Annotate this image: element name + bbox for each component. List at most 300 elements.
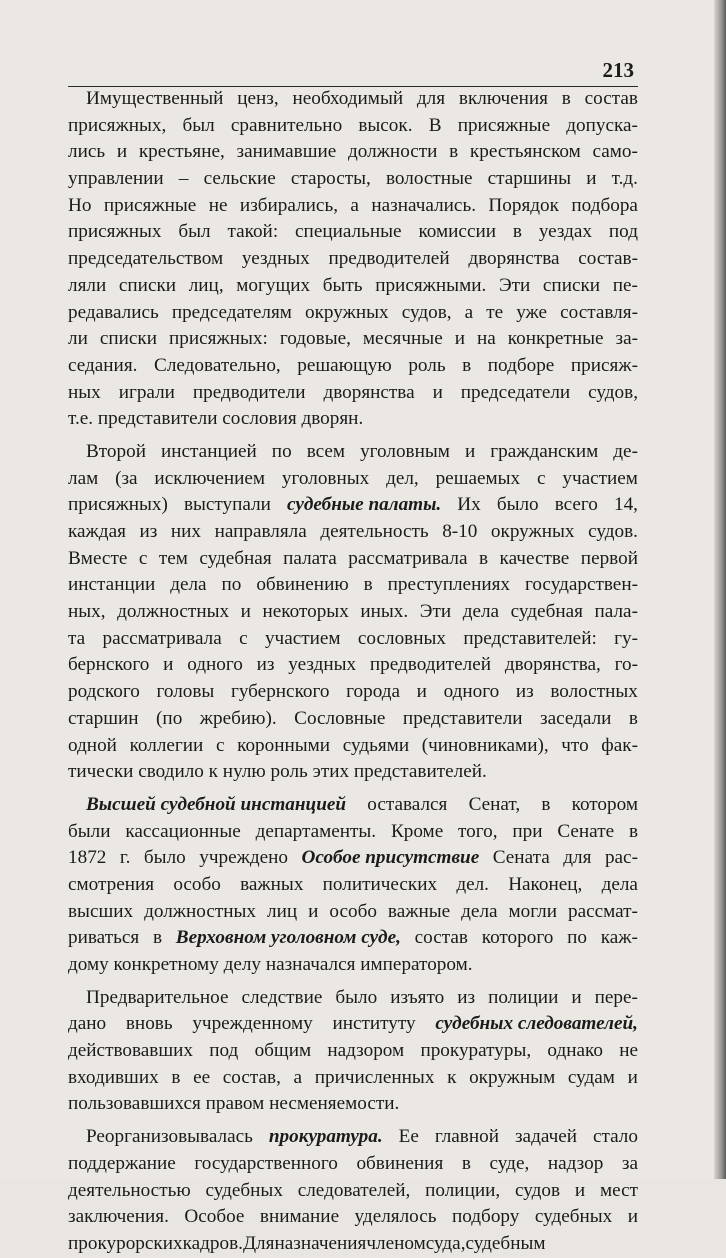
word: дел. <box>456 873 489 895</box>
word: судебная <box>199 547 272 569</box>
word: лись <box>68 141 106 163</box>
word: 8-10 <box>442 521 478 542</box>
word: города <box>346 681 401 703</box>
text-line <box>68 492 638 519</box>
text-line <box>68 759 638 786</box>
word: полиции <box>488 986 559 1008</box>
text-line <box>68 1204 638 1231</box>
word: волостные <box>385 168 473 190</box>
word: с <box>215 734 225 756</box>
word: седания. <box>68 354 138 376</box>
word: Особое <box>184 1206 245 1228</box>
word: состав <box>414 927 468 949</box>
word: крестьянском <box>469 141 581 163</box>
word: департаменты. <box>255 820 377 842</box>
word: и <box>163 654 174 676</box>
word: Сенат, <box>468 793 521 815</box>
word: комиссии <box>418 221 496 243</box>
text-line <box>68 679 638 706</box>
word: и <box>240 601 251 623</box>
word: особо <box>173 873 221 895</box>
word: которого <box>481 927 554 949</box>
word: с <box>239 627 248 649</box>
word: пе- <box>612 274 638 296</box>
body-text <box>68 86 638 1258</box>
word: включения <box>458 88 548 109</box>
word: вновь <box>125 1013 173 1035</box>
text-line <box>68 273 638 300</box>
word: Сената <box>492 847 550 869</box>
word: сословных <box>357 627 446 649</box>
word: быть <box>322 274 363 296</box>
word: по <box>221 574 242 596</box>
word: для <box>416 88 446 109</box>
word: присяж- <box>570 354 638 376</box>
word: Кроме <box>390 820 444 842</box>
word: было <box>496 494 539 516</box>
word: в <box>461 1152 471 1174</box>
word: тем <box>158 547 188 569</box>
word: специальные <box>295 221 402 243</box>
word: и <box>571 986 582 1008</box>
word: 14, <box>613 494 638 516</box>
word: избирались, <box>239 194 338 216</box>
word: на <box>477 328 496 350</box>
word: допуска- <box>566 114 638 136</box>
word: и <box>574 1179 586 1201</box>
word: решаемых <box>435 467 521 489</box>
word: назначались. <box>371 194 476 216</box>
word: Реорганизовывалась <box>86 1126 253 1148</box>
text-line <box>68 706 638 733</box>
word: де- <box>613 440 638 462</box>
word: под <box>608 221 638 243</box>
word: высок. <box>358 114 413 136</box>
word: дому конкретному делу назначался императором. <box>68 954 473 975</box>
emphasized-term: судебных следователей, <box>435 1013 638 1035</box>
word: состав <box>584 88 638 109</box>
word: государствен- <box>524 574 638 596</box>
word: представителей: <box>463 627 597 649</box>
text-line <box>68 519 638 546</box>
word: а <box>350 194 359 216</box>
word: в <box>449 141 459 163</box>
word: окружных <box>490 521 575 542</box>
word: В <box>428 114 442 136</box>
paragraph <box>68 86 638 433</box>
text-line <box>68 439 638 466</box>
word: 1872 <box>68 847 107 869</box>
word: суде, <box>489 1152 530 1174</box>
word: из <box>256 654 275 676</box>
word: назначения <box>274 1232 367 1254</box>
word: Но <box>68 194 92 216</box>
text-line <box>68 1038 638 1065</box>
word: суда, <box>425 1232 466 1254</box>
text-line <box>68 546 638 573</box>
word: Ее <box>398 1126 419 1148</box>
word: конкретные <box>507 328 604 350</box>
word: присяжных) <box>68 494 168 516</box>
word: дворянства <box>323 381 415 403</box>
word: к <box>447 1066 457 1088</box>
word: первой <box>580 547 638 569</box>
word: рассматривала <box>348 547 468 569</box>
word: дано <box>68 1013 107 1035</box>
word: и <box>416 681 427 703</box>
word: уголовным <box>360 440 450 462</box>
emphasized-term: Особое присутствие <box>301 847 480 869</box>
word: та <box>68 627 86 649</box>
word: лиц <box>267 900 298 922</box>
word: судебных <box>534 1206 613 1228</box>
word: Эти <box>498 274 531 296</box>
word: высших <box>68 900 134 922</box>
word: дела <box>462 601 500 623</box>
page-header <box>68 58 638 87</box>
word: Сенате <box>557 820 615 842</box>
word: родского <box>68 681 140 703</box>
word: необходимый <box>292 88 404 109</box>
word: подбору <box>451 1206 520 1228</box>
text-line <box>68 300 638 327</box>
word: рассмат- <box>568 900 638 922</box>
text-line <box>68 1178 638 1205</box>
word: судов, <box>588 381 638 403</box>
word: институту <box>332 1013 416 1035</box>
word: в <box>628 820 638 842</box>
word: важные <box>387 900 451 922</box>
text-line <box>68 792 638 819</box>
word: играли <box>118 381 175 403</box>
word: уездных <box>241 248 310 270</box>
text-line <box>68 599 638 626</box>
word: дела <box>461 900 498 922</box>
word: судебным <box>465 1232 546 1254</box>
word: редавались <box>68 301 159 323</box>
text-line <box>68 219 638 246</box>
word: не <box>619 1040 638 1062</box>
word: присяжных <box>68 221 162 243</box>
word: списки <box>118 274 177 296</box>
word: что <box>561 734 589 756</box>
word: само- <box>592 141 638 163</box>
word: г. <box>119 847 131 869</box>
word: было <box>335 986 378 1008</box>
word: в <box>363 574 373 596</box>
word: Вместе <box>68 547 128 569</box>
word: бернского <box>68 654 150 676</box>
word: котором <box>571 793 638 815</box>
word: судьями <box>342 734 410 756</box>
word: присяжных: <box>169 328 268 350</box>
word: решающую <box>297 354 392 376</box>
word: в <box>152 927 162 949</box>
text-line <box>68 1124 638 1151</box>
text-line <box>68 466 638 493</box>
word: некоторых <box>262 601 349 623</box>
word: а <box>293 1066 303 1088</box>
word: по <box>271 440 292 462</box>
word: уездах <box>538 221 593 243</box>
text-line <box>68 626 638 653</box>
word: главной <box>434 1126 499 1148</box>
word: изъято <box>390 986 445 1008</box>
text-line <box>68 193 638 220</box>
word: в <box>462 354 472 376</box>
word: списки <box>99 328 158 350</box>
word: инстанции <box>68 574 156 596</box>
word: за <box>621 1152 638 1174</box>
word: надзор <box>547 1152 604 1174</box>
word: дела <box>170 574 207 596</box>
word: должности <box>347 141 438 163</box>
word: и <box>308 900 319 922</box>
word: ее <box>193 1066 211 1088</box>
word: за- <box>615 328 638 350</box>
word: членом <box>366 1232 426 1254</box>
word: ли <box>68 328 88 350</box>
word: Имущественный <box>86 88 224 109</box>
word: для <box>563 847 592 869</box>
word: коронными <box>237 734 331 756</box>
word: состав, <box>222 1066 281 1088</box>
word: каждая <box>68 521 126 542</box>
word: с <box>536 467 546 489</box>
text-line <box>68 406 638 433</box>
word: следствие <box>241 986 323 1008</box>
word: причисленных <box>314 1066 435 1088</box>
word: иных. <box>360 601 409 623</box>
word: и <box>627 1206 638 1228</box>
word: списки <box>542 274 601 296</box>
word: (за <box>115 467 138 489</box>
word: уже <box>516 301 548 323</box>
word: составля- <box>560 301 638 323</box>
word: оставался <box>367 793 448 815</box>
word: лам <box>68 467 99 489</box>
word: управлении <box>68 168 164 190</box>
text-line <box>68 166 638 193</box>
paragraph <box>68 1124 638 1257</box>
word: фак- <box>601 734 638 756</box>
word: особо <box>329 900 377 922</box>
word: могущих <box>236 274 311 296</box>
word: из <box>515 681 534 703</box>
word: в <box>541 793 551 815</box>
word: председателям <box>171 301 292 323</box>
word: Их <box>457 494 481 516</box>
word: т.е. представители сословия дворян. <box>68 408 364 430</box>
word: годовые, <box>279 328 351 350</box>
word: действовавших <box>68 1040 193 1062</box>
emphasized-term: Верховном уголовном суде, <box>175 927 401 949</box>
word: уделялось <box>354 1206 437 1228</box>
word: и <box>464 440 476 462</box>
word: те <box>486 301 504 323</box>
word: в <box>628 707 638 729</box>
word: крестьяне, <box>138 141 225 163</box>
word: направляла <box>214 521 307 542</box>
word: одной <box>68 734 117 756</box>
word: участием <box>562 467 638 489</box>
word: и <box>432 381 443 403</box>
word: занимавшие <box>236 141 337 163</box>
word: пала- <box>594 601 638 623</box>
word: сравнительно <box>230 114 343 136</box>
word: следователей, <box>297 1179 411 1201</box>
word: в <box>479 547 489 569</box>
word: в <box>512 221 522 243</box>
word: был <box>178 221 211 243</box>
paragraph <box>68 439 638 786</box>
word: судов <box>514 1179 561 1201</box>
word: дел, <box>386 467 419 489</box>
word: пользовавшихся правом несменяемости. <box>68 1093 400 1115</box>
word: каж- <box>600 927 638 949</box>
word: был <box>182 114 215 136</box>
word: обвинения <box>356 1152 444 1174</box>
word: кассационные <box>125 820 241 842</box>
word: Для <box>242 1232 275 1254</box>
word: коллегии <box>129 734 204 756</box>
word: исключением <box>154 467 266 489</box>
word: с <box>138 547 148 569</box>
word: кадров. <box>182 1232 243 1254</box>
word: и <box>454 328 465 350</box>
text-line <box>68 819 638 846</box>
word: роль <box>408 354 446 376</box>
word: (чиновниками), <box>421 734 549 756</box>
word: было <box>143 847 186 869</box>
word: присяжные <box>103 194 197 216</box>
word: полиции, <box>425 1179 501 1201</box>
text-line <box>68 952 638 979</box>
word: того, <box>458 820 498 842</box>
word: судов. <box>588 521 638 542</box>
word: деятельностью <box>68 1179 191 1201</box>
word: учреждено <box>199 847 289 869</box>
word: сельские <box>203 168 276 190</box>
text-line <box>68 246 638 273</box>
word: Порядок <box>488 194 559 216</box>
word: политических <box>322 873 438 895</box>
text-line <box>68 845 638 872</box>
word: рассматривала <box>102 627 222 649</box>
word: дворянства <box>468 248 560 270</box>
text-line <box>68 652 638 679</box>
word: старосты, <box>290 168 371 190</box>
emphasized-term: Высшей судебной инстанцией <box>86 793 347 815</box>
text-line <box>68 985 638 1012</box>
word: присяжными. <box>375 274 487 296</box>
word: и <box>116 141 128 163</box>
word: ляли <box>68 274 107 296</box>
word: одного <box>443 681 500 703</box>
text-line <box>68 1065 638 1092</box>
word: уголовных <box>281 467 370 489</box>
word: мест <box>599 1179 638 1201</box>
text-line <box>68 1151 638 1178</box>
word: по <box>567 927 587 949</box>
word: судов, <box>401 301 452 323</box>
word: рас- <box>604 847 638 869</box>
word: Эти <box>419 601 452 623</box>
text-line <box>68 899 638 926</box>
word: председательством <box>68 248 224 270</box>
text-line <box>68 925 638 952</box>
word: волостных <box>550 681 638 703</box>
emphasized-term: судебные палаты. <box>287 494 442 516</box>
text-line <box>68 1011 638 1038</box>
word: всего <box>554 494 598 516</box>
word: выступали <box>183 494 271 516</box>
word: общим <box>254 1040 312 1062</box>
emphasized-term: прокуратура. <box>268 1126 383 1148</box>
text-line <box>68 86 638 113</box>
word: месячные <box>362 328 443 350</box>
word: входивших <box>68 1066 159 1088</box>
paragraph <box>68 792 638 979</box>
word: дворянства, <box>504 654 601 676</box>
word: предводители <box>192 381 306 403</box>
word: одного <box>187 654 243 676</box>
word: головы <box>156 681 215 703</box>
text-line <box>68 113 638 140</box>
word: окружных <box>305 301 389 323</box>
word: Второй <box>86 440 146 462</box>
word: присяжных, <box>68 114 167 136</box>
word: гражданским <box>490 440 599 462</box>
word: задачей <box>514 1126 578 1148</box>
text-line <box>68 733 638 760</box>
word: представители <box>402 707 523 729</box>
word: в <box>171 1066 181 1088</box>
word: качестве <box>499 547 570 569</box>
word: ных, <box>68 601 106 623</box>
word: Предварительное <box>86 986 229 1008</box>
word: преступлениях <box>387 574 511 596</box>
word: Следовательно, <box>154 354 281 376</box>
word: всем <box>306 440 346 462</box>
word: дела <box>601 873 638 895</box>
paragraph <box>68 985 638 1118</box>
word: должностных <box>117 601 230 623</box>
text-line <box>68 572 638 599</box>
word: Наконец, <box>508 873 583 895</box>
text-line <box>68 139 638 166</box>
word: пере- <box>594 986 638 1008</box>
word: не <box>208 194 228 216</box>
word: палата <box>283 547 337 569</box>
word: при <box>512 820 543 842</box>
word: в <box>561 88 571 109</box>
word: однако <box>547 1040 603 1062</box>
word: уездных <box>288 654 357 676</box>
word: стало <box>592 1126 638 1148</box>
word: подборе <box>487 354 555 376</box>
text-line <box>68 872 638 899</box>
text-line <box>68 353 638 380</box>
word: прокурорских <box>68 1232 183 1254</box>
word: а <box>464 301 474 323</box>
word: важных <box>240 873 304 895</box>
word: судам <box>567 1066 615 1088</box>
word: и <box>586 168 597 190</box>
word: государственного <box>194 1152 338 1174</box>
word: них <box>170 521 202 542</box>
word: были <box>68 820 111 842</box>
